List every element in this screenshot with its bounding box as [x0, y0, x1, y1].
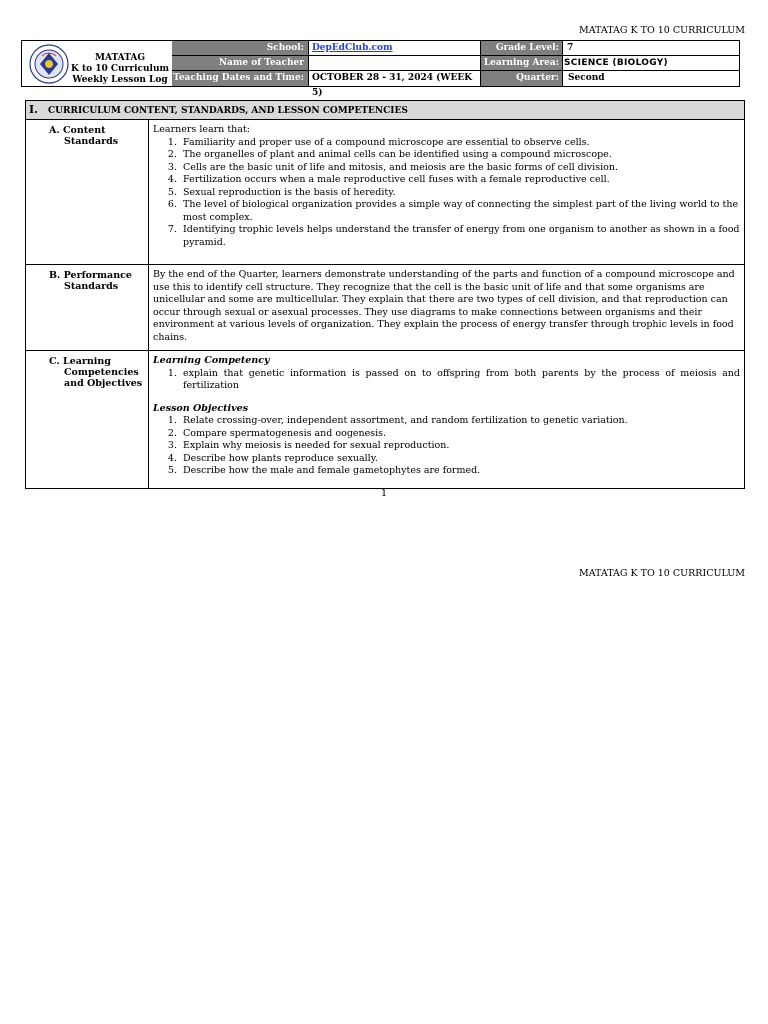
seal-title — [70, 53, 170, 86]
list-item: 3. Cells are the basic unit of life and mitosis, and meiosis are the basic forms of cell division. — [180, 162, 740, 175]
content-standards-label-2: Standards — [64, 136, 119, 147]
performance-standards-body: By the end of the Quarter, learners demonstrate understanding of the parts and function of a compound microscope and use this to identify cell structure. They recognize that the cell is the basic unit of life and that some organisms are unicellular and some are multicellular. They explain that there are two types of cell division, and that reproduction can occur through sexual or asexual processes. They use diagrams to make connections between organisms and their environment at various levels of organization. They explain the process of energy transfer through trophic levels in food chains. — [153, 269, 735, 343]
objectives-heading: Lesson Objectives — [153, 402, 249, 414]
header-row-1 — [172, 41, 739, 56]
competencies-body — [149, 351, 744, 488]
section-title-text: CURRICULUM CONTENT, STANDARDS, AND LESSON COMPETENCIES — [47, 106, 408, 116]
list-item: 1. explain that genetic information is passed on to offspring from both parents by the process of meiosis and fertilization — [180, 368, 740, 393]
section-title — [26, 101, 744, 120]
list-item: 3. Explain why meiosis is needed for sexual reproduction. — [180, 440, 740, 453]
content-standards-body — [149, 120, 744, 264]
list-item: 4. Fertilization occurs when a male reproductive cell fuses with a female reproductive cell. — [180, 174, 740, 187]
competencies-label-1: C. Learning — [49, 356, 111, 367]
school-link[interactable]: DepEdClub.com — [312, 43, 393, 53]
grade-level-label: Grade Level: — [480, 41, 562, 56]
curriculum-table — [25, 100, 745, 489]
performance-standards-row — [26, 265, 744, 351]
page-number: 1 — [380, 488, 388, 499]
seal-line-3: Weekly Lesson Log — [72, 75, 168, 85]
list-item: 1. Familiarity and proper use of a compound microscope are essential to observe cells. — [180, 137, 740, 150]
dates-label: Teaching Dates and Time: — [172, 71, 308, 86]
competencies-label-3: and Objectives — [64, 378, 143, 389]
quarter-label: Quarter: — [480, 71, 562, 86]
list-item: 2. The organelles of plant and animal cells can be identified using a compound microscope. — [180, 149, 740, 162]
list-item: 1. Relate crossing-over, independent assortment, and random fertilization to genetic variation. — [180, 415, 740, 428]
competencies-label-2: Competencies — [64, 367, 139, 378]
teacher-label: Name of Teacher — [172, 56, 308, 71]
header-row-3 — [172, 71, 739, 98]
competencies-row — [26, 351, 744, 488]
performance-standards-label — [26, 265, 149, 350]
deped-seal-icon — [29, 44, 69, 84]
running-header-page-2: MATATAG K TO 10 CURRICULUM — [578, 568, 745, 579]
quarter-value: Second — [562, 71, 739, 86]
school-value[interactable] — [308, 41, 480, 56]
competency-list — [153, 368, 740, 393]
competency-heading: Learning Competency — [153, 355, 270, 366]
header-row-2 — [172, 56, 739, 71]
content-standards-list — [153, 137, 740, 250]
content-standards-intro: Learners learn that: — [153, 124, 250, 135]
teacher-value — [308, 56, 480, 71]
seal-cell — [22, 41, 173, 86]
performance-standards-label-2: Standards — [64, 281, 119, 292]
school-label: School: — [172, 41, 308, 56]
learning-area-label: Learning Area: — [480, 56, 562, 71]
dates-value: OCTOBER 28 - 31, 2024 (WEEK 5) — [308, 71, 480, 86]
competencies-label — [26, 351, 149, 488]
learning-area-value: SCIENCE (BIOLOGY) — [562, 56, 739, 71]
list-item: 5. Sexual reproduction is the basis of heredity. — [180, 187, 740, 200]
seal-line-2: K to 10 Curriculum — [70, 64, 170, 74]
performance-standards-label-1: B. Performance — [49, 270, 132, 281]
content-standards-label — [26, 120, 149, 264]
list-item: 6. The level of biological organization provides a simple way of connecting the simplest part of the living world to the most complex. — [180, 199, 740, 224]
content-standards-row — [26, 120, 744, 265]
content-standards-label-1: A. Content — [49, 125, 106, 136]
grade-level-value: 7 — [562, 41, 739, 56]
seal-line-1: MATATAG — [94, 53, 146, 63]
running-header: MATATAG K TO 10 CURRICULUM — [578, 25, 745, 36]
list-item: 7. Identifying trophic levels helps understand the transfer of energy from one organism to another as shown in a food pyramid. — [180, 224, 740, 249]
list-item: 5. Describe how the male and female gametophytes are formed. — [180, 465, 740, 478]
lesson-log-header — [21, 40, 740, 98]
objectives-list — [153, 415, 740, 478]
list-item: 4. Describe how plants reproduce sexually. — [180, 453, 740, 466]
list-item: 2. Compare spermatogenesis and oogenesis. — [180, 428, 740, 441]
section-roman: I. — [29, 103, 38, 116]
